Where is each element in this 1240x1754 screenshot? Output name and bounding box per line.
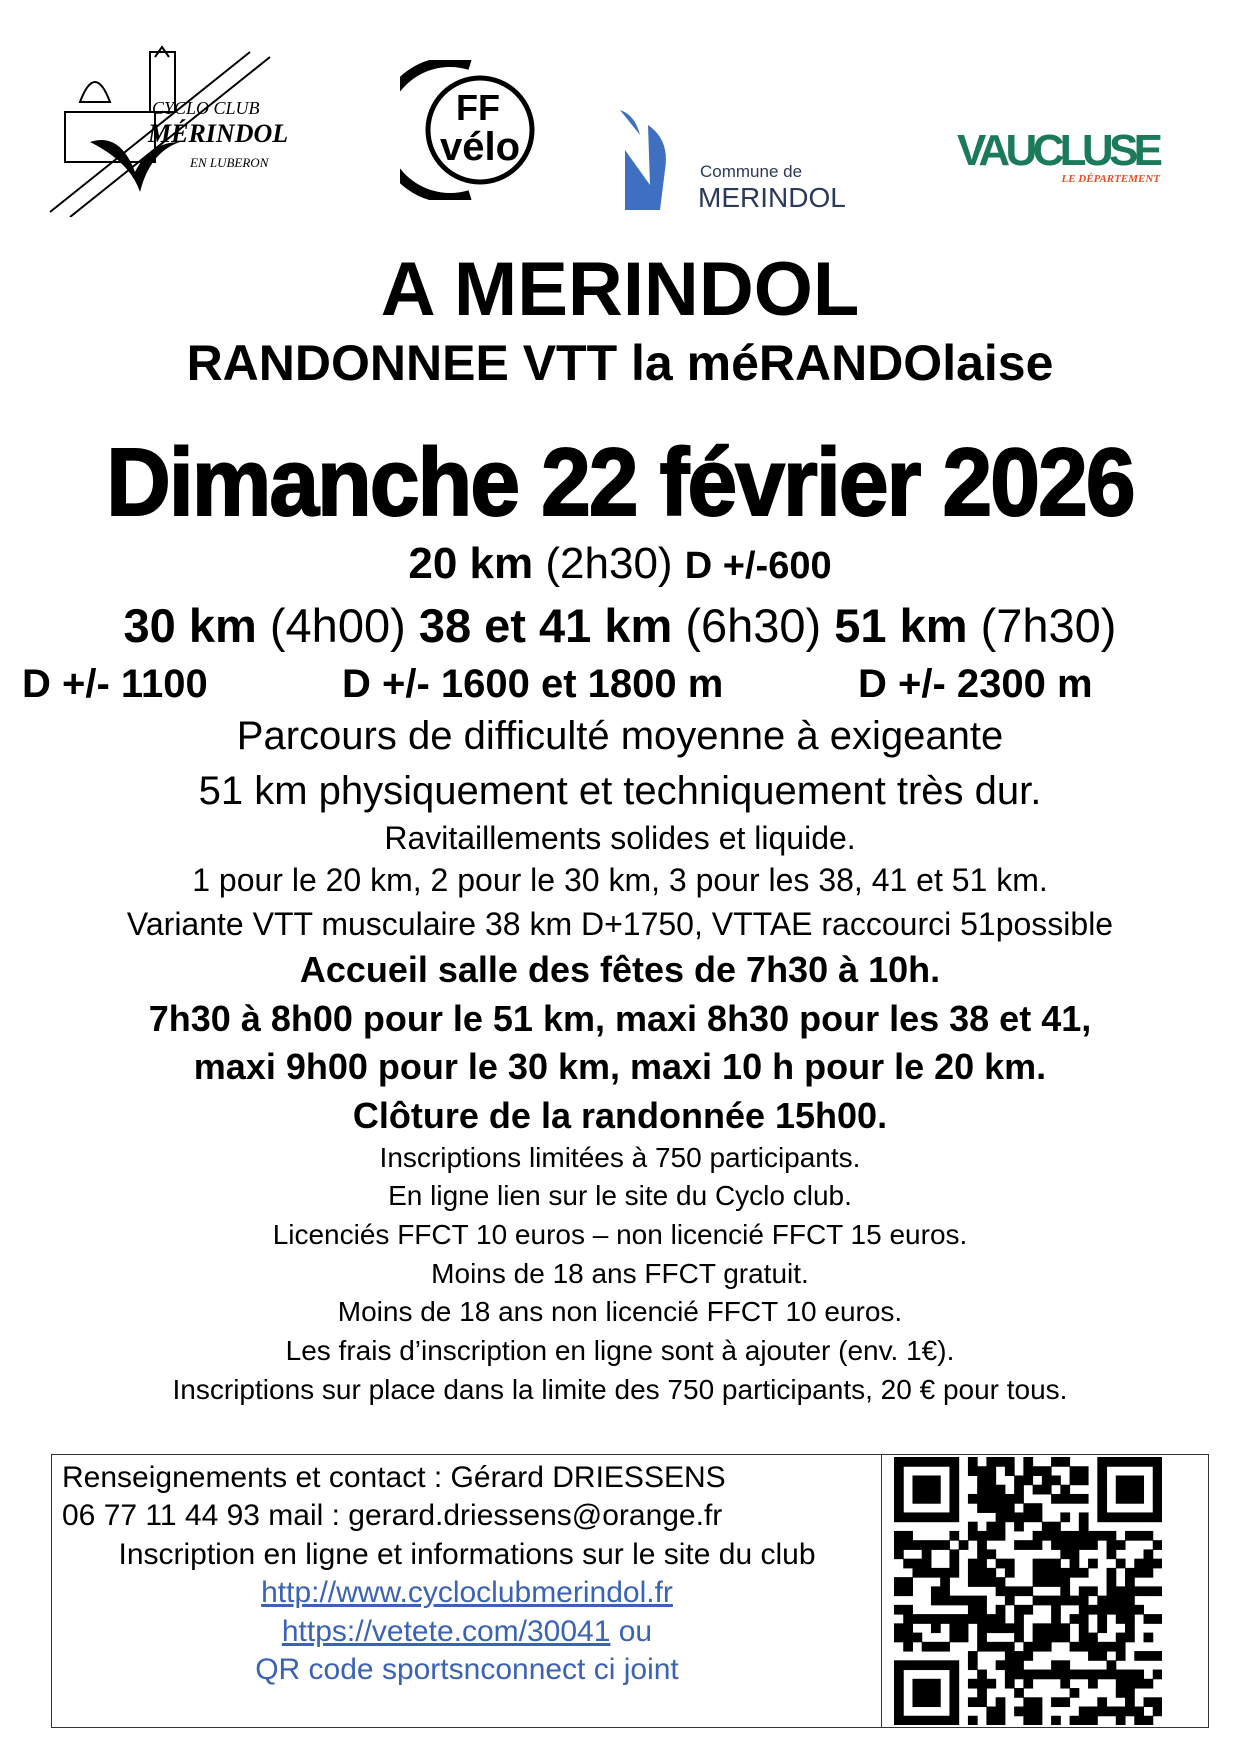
route-km: 30 km (123, 599, 257, 652)
svg-text:MÉRINDOL: MÉRINDOL (148, 119, 289, 148)
contact-name: Renseignements et contact : Gérard DRIESSENS (62, 1461, 726, 1494)
svg-text:vélo: vélo (439, 125, 521, 169)
info-text: Variante VTT musculaire 38 km D+1750, VTTAE raccourci 51possible (126, 906, 1114, 942)
svg-text:VAUCLUSE: VAUCLUSE (957, 126, 1163, 175)
info-text: 1 pour le 20 km, 2 pour le 30 km, 3 pour les 38, 41 et 51 km. (192, 862, 1048, 898)
schedule-text: Clôture de la randonnée 15h00. (352, 1095, 888, 1136)
route-elevation: D +/-600 (684, 545, 832, 587)
route-time: (7h30) (980, 599, 1117, 652)
vetete-link[interactable]: https://vetete.com/30041 (281, 1615, 611, 1648)
qr-code[interactable] (894, 1457, 1162, 1725)
qr-code-cell (881, 1455, 1209, 1727)
schedule-text: Accueil salle des fêtes de 7h30 à 10h. (299, 949, 941, 990)
route-time: (4h00) (269, 599, 406, 652)
registration-text: Licenciés FFCT 10 euros – non licencié FFCT 15 euros. (272, 1219, 968, 1250)
registration-text: Inscriptions limitées à 750 participants. (379, 1142, 861, 1173)
route-km: 51 km (834, 599, 968, 652)
difficulty-text: 51 km physiquement et techniquement très dur. (198, 769, 1042, 813)
svg-text:LE DÉPARTEMENT: LE DÉPARTEMENT (1061, 173, 1160, 185)
event-date: Dimanche 22 février 2026 (106, 429, 1134, 536)
club-website-link[interactable]: http://www.cycloclubmerindol.fr (261, 1576, 673, 1609)
contact-box (51, 1454, 1209, 1728)
event-subtitle: RANDONNEE VTT la méRANDOlaise (186, 335, 1054, 391)
route-time: (6h30) (685, 599, 822, 652)
registration-text: Moins de 18 ans FFCT gratuit. (431, 1258, 809, 1289)
schedule-text: maxi 9h00 pour le 30 km, maxi 10 h pour le 20 km. (193, 1046, 1047, 1087)
qr-code-note: QR code sportsnconnect ci joint (255, 1653, 679, 1686)
svg-text:MERINDOL: MERINDOL (698, 182, 846, 210)
registration-text: Moins de 18 ans non licencié FFCT 10 euros. (337, 1296, 903, 1327)
page-title: A MERINDOL (380, 247, 860, 332)
difficulty-text: Parcours de difficulté moyenne à exigeante (236, 714, 1004, 758)
svg-text:EN LUBERON: EN LUBERON (190, 155, 269, 170)
svg-text:FF: FF (456, 87, 500, 128)
link-suffix: ou (610, 1615, 653, 1648)
contact-online-info: Inscription en ligne et informations sur le site du club (118, 1538, 816, 1571)
elevation-30km: D +/- 1100 (22, 662, 208, 706)
route-20km (0, 539, 1240, 588)
cyclo-club-logo (40, 42, 310, 217)
info-text: Ravitaillements solides et liquide. (384, 820, 856, 856)
registration-text: Les frais d’inscription en ligne sont à ajouter (env. 1€). (285, 1335, 955, 1366)
commune-merindol-logo (620, 110, 870, 210)
routes-line (0, 599, 1240, 652)
route-km: 20 km (408, 539, 534, 588)
vaucluse-logo (955, 110, 1175, 190)
svg-text:CYCLO CLUB: CYCLO CLUB (152, 98, 260, 118)
registration-text: Inscriptions sur place dans la limite des 750 participants, 20 € pour tous. (172, 1374, 1068, 1405)
registration-text: En ligne lien sur le site du Cyclo club. (388, 1180, 852, 1211)
contact-phone-email: 06 77 11 44 93 mail : gerard.driessens@orange.fr (62, 1499, 723, 1532)
ffvelo-logo (400, 60, 560, 200)
elevation-38-41km: D +/- 1600 et 1800 m (342, 662, 724, 706)
elevation-51km: D +/- 2300 m (858, 662, 1093, 706)
svg-text:Commune de: Commune de (700, 162, 803, 181)
schedule-text: 7h30 à 8h00 pour le 51 km, maxi 8h30 pour les 38 et 41, (148, 998, 1092, 1039)
route-km: 38 et 41 km (418, 599, 673, 652)
route-time: (2h30) (545, 539, 673, 588)
